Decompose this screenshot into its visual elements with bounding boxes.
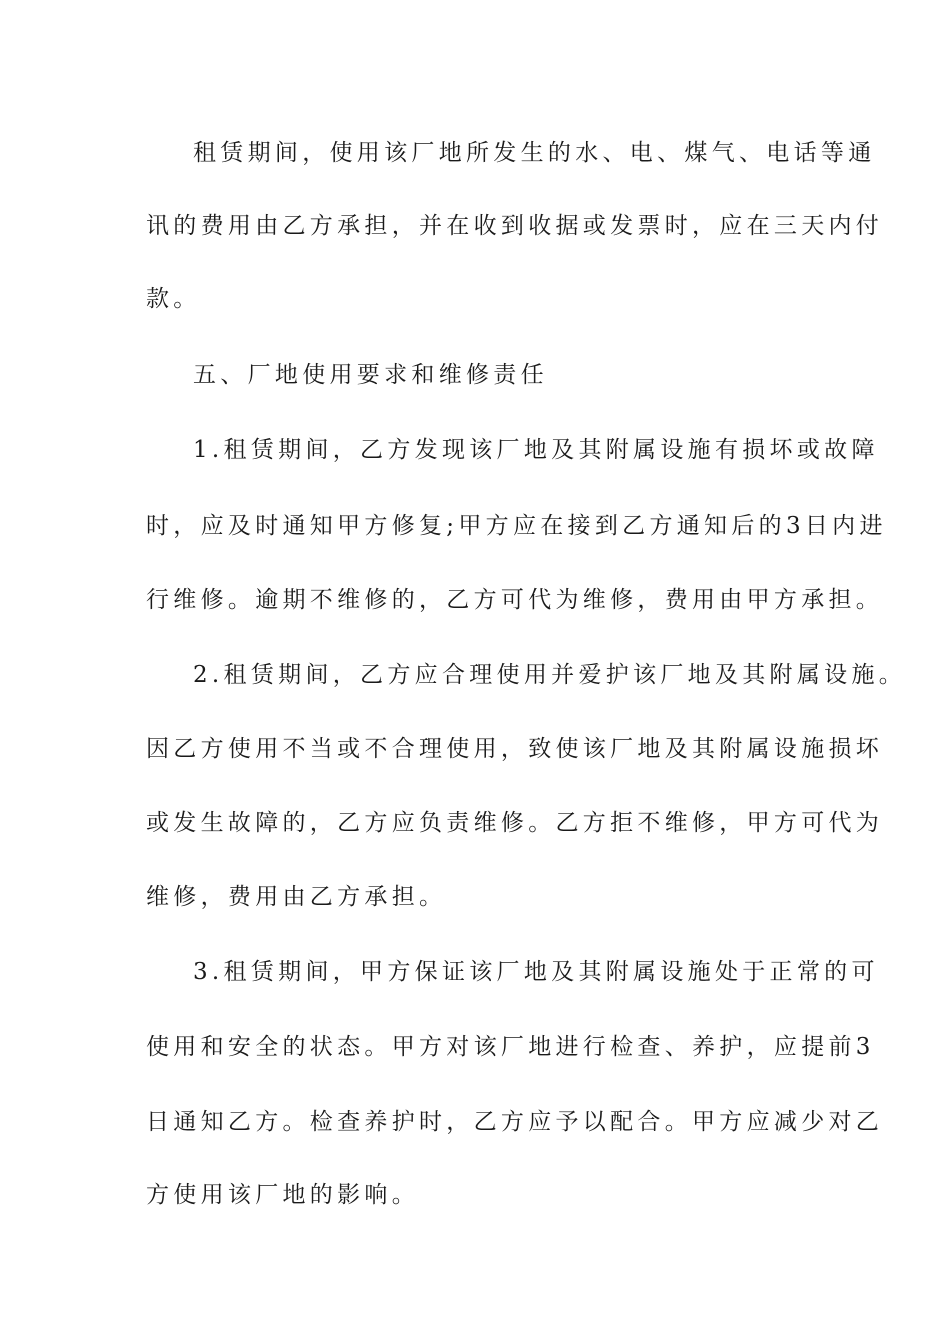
paragraph-line: 1.租赁期间，乙方发现该厂地及其附属设施有损坏或故障 [193, 437, 879, 463]
paragraph-line: 2.租赁期间，乙方应合理使用并爱护该厂地及其附属设施。 [193, 662, 907, 688]
paragraph-line: 时，应及时通知甲方修复;甲方应在接到乙方通知后的3日内进 [146, 513, 887, 539]
paragraph-line: 3.租赁期间，甲方保证该厂地及其附属设施处于正常的可 [193, 959, 879, 985]
paragraph-line: 日通知乙方。检查养护时，乙方应予以配合。甲方应减少对乙 [146, 1109, 884, 1135]
paragraph-line: 方使用该厂地的影响。 [146, 1182, 419, 1208]
paragraph-line: 租赁期间，使用该厂地所发生的水、电、煤气、电话等通 [193, 140, 876, 166]
paragraph-line: 讯的费用由乙方承担，并在收到收据或发票时，应在三天内付 [146, 213, 884, 239]
paragraph-line: 使用和安全的状态。甲方对该厂地进行检查、养护，应提前3 [146, 1034, 875, 1060]
paragraph-line: 款。 [146, 286, 201, 312]
section-heading: 五、厂地使用要求和维修责任 [193, 362, 548, 388]
paragraph-line: 维修，费用由乙方承担。 [146, 884, 447, 910]
paragraph-line: 行维修。逾期不维修的，乙方可代为维修，费用由甲方承担。 [146, 587, 884, 613]
paragraph-line: 因乙方使用不当或不合理使用，致使该厂地及其附属设施损坏 [146, 736, 884, 762]
paragraph-line: 或发生故障的，乙方应负责维修。乙方拒不维修，甲方可代为 [146, 810, 884, 836]
